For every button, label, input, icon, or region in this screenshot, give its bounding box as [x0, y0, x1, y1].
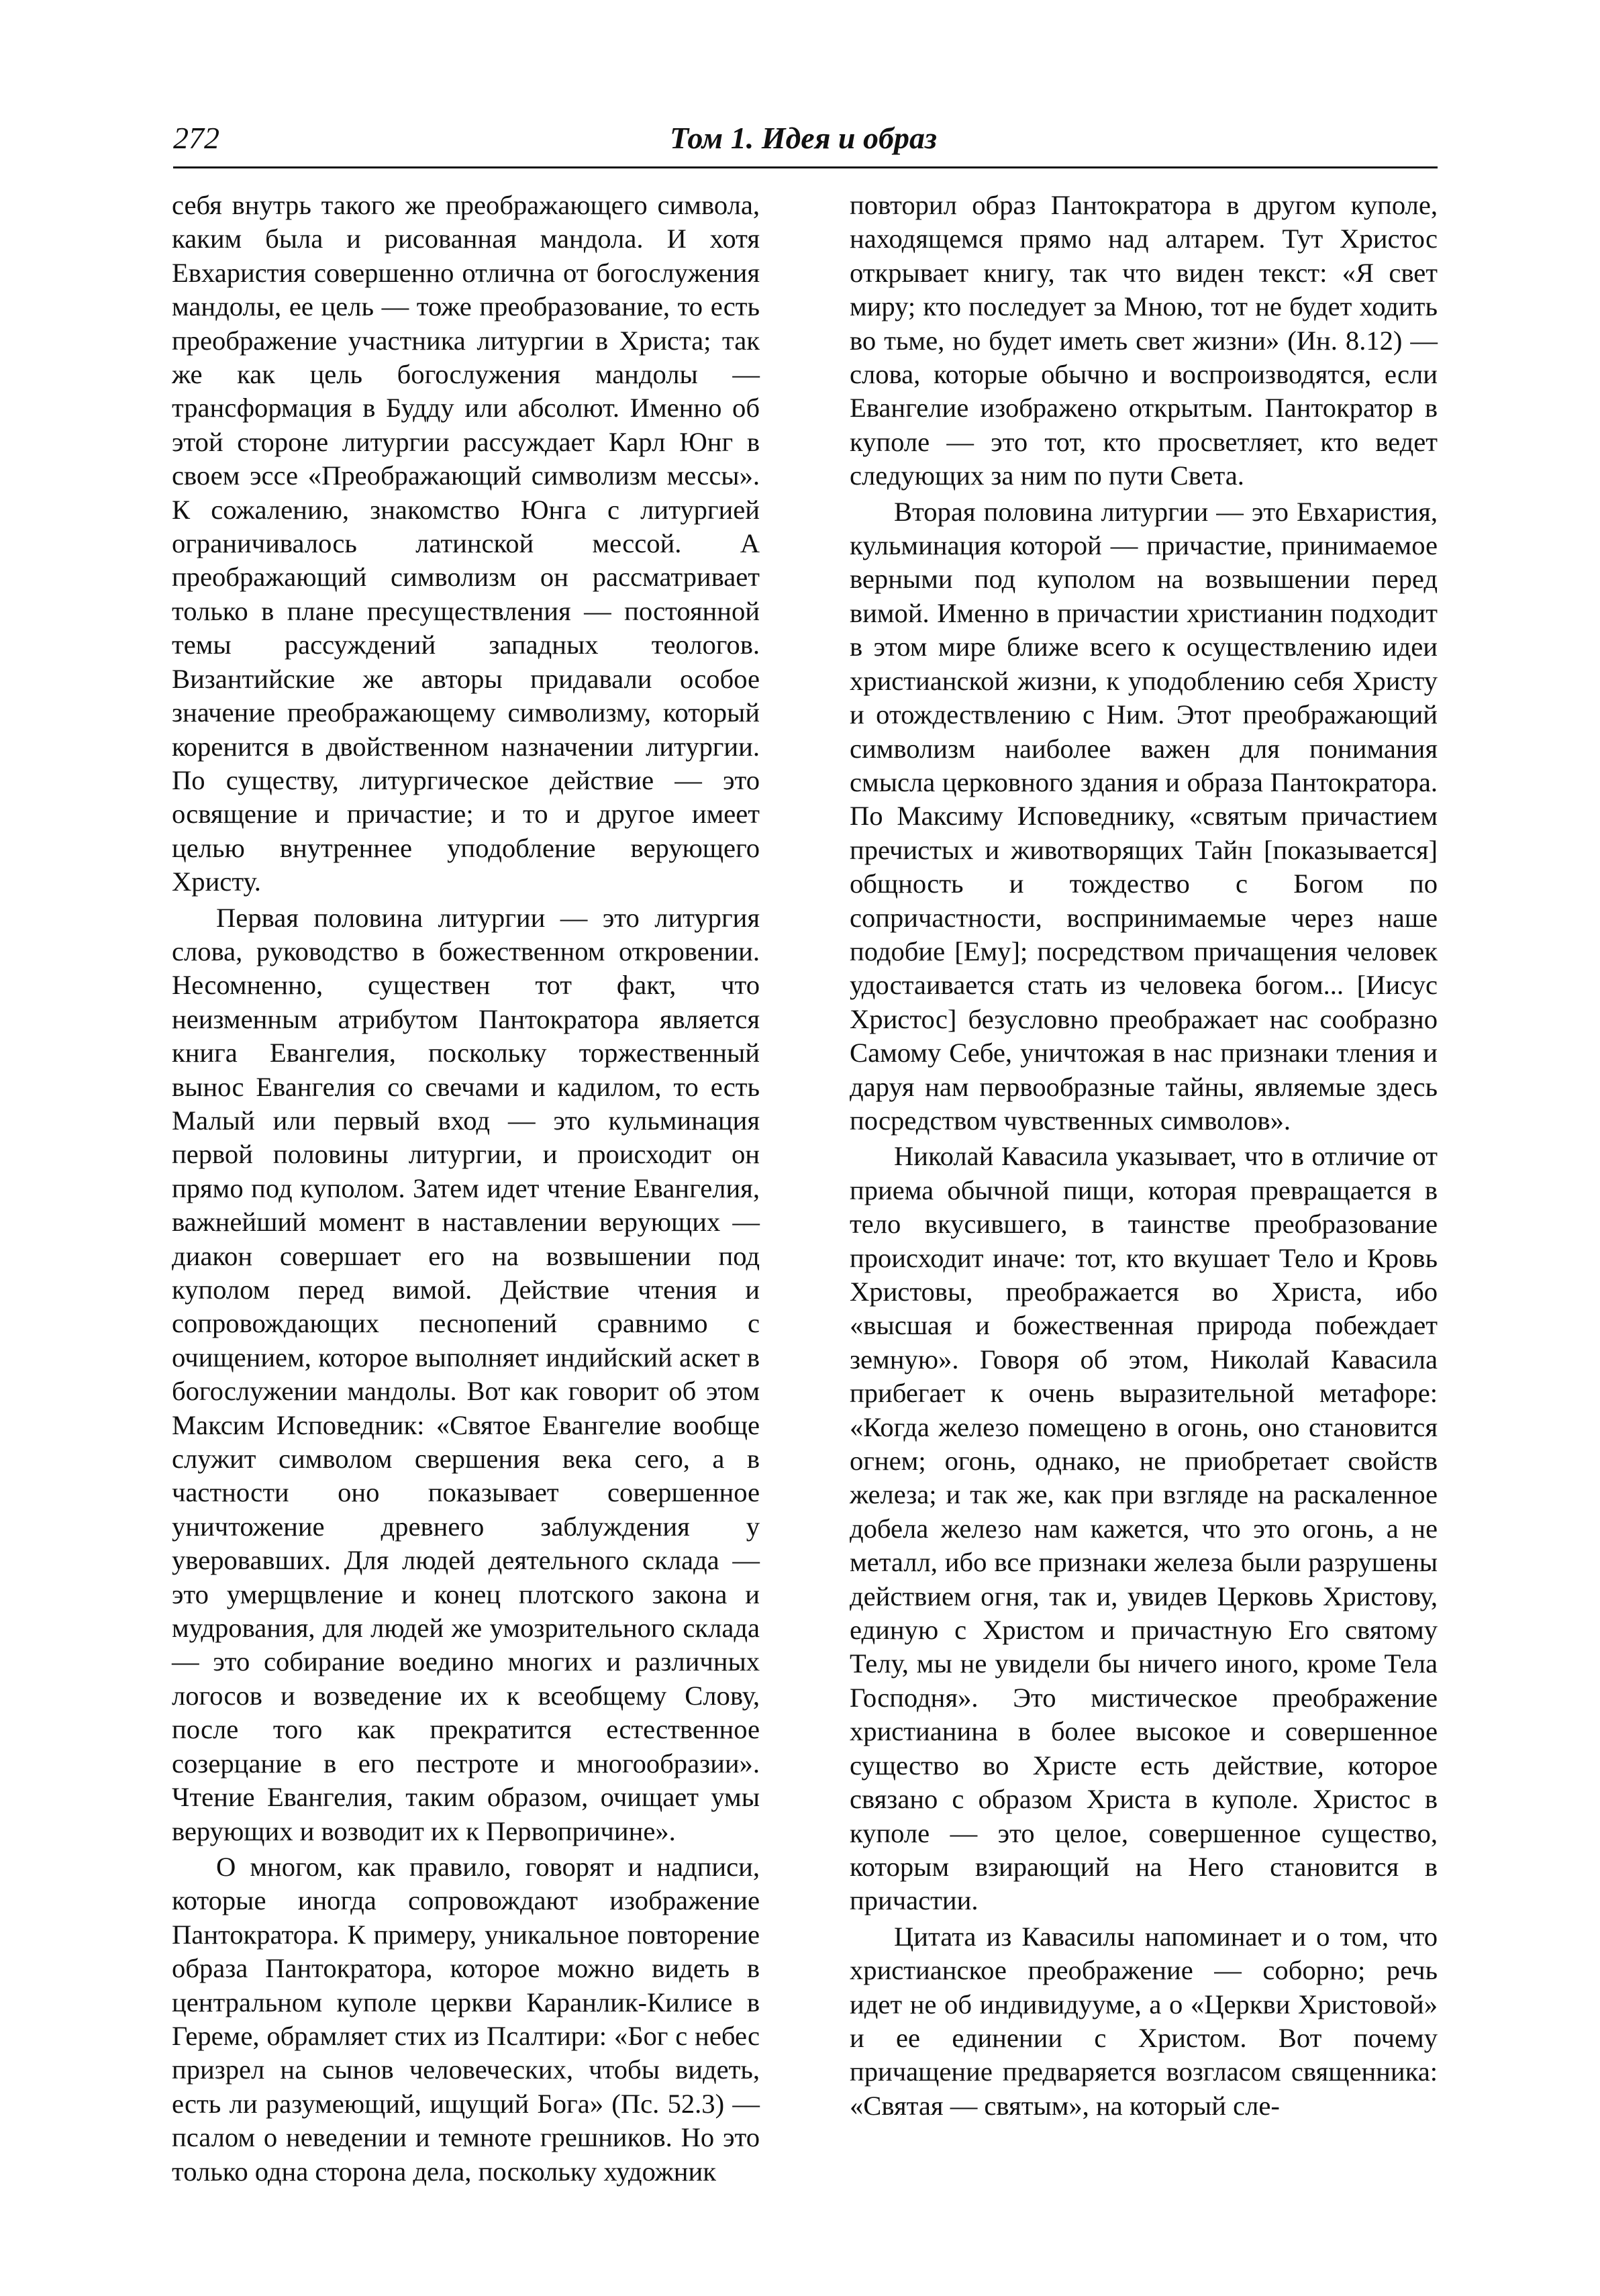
page-header — [173, 113, 1438, 168]
paragraph: О многом, как правило, говорят и надписи, которые иногда сопровождают изображение Пантократора. К примеру, уникальное повторение образа Пантократора, которое можно видеть в центральном куполе церкви Каранлик-Килисе в Гереме, обрамляет стих из Псалтири: «Бог с небес призрел на сынов человеческих, чтобы видеть, есть ли разумеющий, ищущий Бога» (Пс. 52.3) — псалом о неведении и темноте грешников. Но это только одна сторона дела, поскольку художник — [172, 1851, 760, 2187]
paragraph: повторил образ Пантократора в другом куполе, находящемся прямо над алтарем. Тут Христос открывает книгу, так что виден текст: «Я свет миру; кто последует за Мною, тот не будет ходить во тьме, но будет иметь свет жизни» (Ин. 8.12) — слова, которые обычно и воспроизводятся, если Евангелие изображено открытым. Пантократор в куполе — это тот, кто просветляет, кто ведет следующих за ним по пути Света. — [850, 190, 1438, 491]
paragraph: Цитата из Кавасилы напоминает и о том, что христианское преображение — соборно; речь идет не об индивидууме, а о «Церкви Христовой» и ее единении с Христом. Вот почему причащение предваряется возгласом священника: «Святая — святым», на который сле- — [850, 1921, 1438, 2121]
paragraph: Николай Кавасила указывает, что в отличие от приема обычной пищи, которая превращается в тело вкусившего, в таинстве преобразование происходит иначе: тот, кто вкушает Тело и Кровь Христовы, преображается во Христа, ибо «высшая и божественная природа побеждает земную». Говоря об этом, Николай Кавасила прибегает к очень выразительной метафоре: «Когда железо помещено в огонь, оно становится огнем; огонь, однако, не приобретает свойств железа; и так же, как при взгляде на раскаленное добела железо нам кажется, что это огонь, а не металл, ибо все признаки железа были разрушены действием огня, так и, увидев Церковь Христову, единую с Христом и причастную Его святому Телу, мы не увидели бы ничего иного, кроме Тела Господня». Это мистическое преображение христианина в более высокое и совершенное существо во Христе есть действие, которое связано с образом Христа в куполе. Христос в куполе — это целое, совершенное существо, которым взирающий на Него становится в причастии. — [850, 1141, 1438, 1916]
right-column — [850, 189, 1438, 2123]
paragraph: себя внутрь такого же преображающего символа, каким была и рисованная мандола. И хотя Евхаристия совершенно отлична от богослужения мандолы, ее цель — тоже преобразование, то есть преображение участника литургии в Христа; так же как цель богослужения мандолы — трансформация в Будду или абсолют. Именно об этой стороне литургии рассуждает Карл Юнг в своем эссе «Преображающий символизм мессы». К сожалению, знакомство Юнга с литургией ограничивалось латинской мессой. А преображающий символизм он рассматривает только в плане пресуществления — постоянной темы рассуждений западных теологов. Византийские же авторы придавали особое значение преображающему символизму, который коренится в двойственном назначении литургии. По существу, литургическое действие — это освящение и причастие; и то и другое имеет целью внутреннее уподобление верующего Христу. — [172, 190, 760, 897]
left-column — [172, 189, 760, 2189]
paragraph: Первая половина литургии — это литургия слова, руководство в божественном откровении. Несомненно, существен тот факт, что неизменным атрибутом Пантократора является книга Евангелия, поскольку торжественный вынос Евангелия со свечами и кадилом, то есть Малый или первый вход — это кульминация первой половины литургии, и происходит он прямо под куполом. Затем идет чтение Евангелия, важнейший момент в наставлении верующих — диакон совершает его на возвышении под куполом перед вимой. Действие чтения и сопровождающих песнопений сравнимо с очищением, которое выполняет индийский аскет в богослужении мандолы. Вот как говорит об этом Максим Исповедник: «Святое Евангелие вообще служит символом свершения века сего, а в частности оно показывает совершенное уничтожение древнего заблуждения у уверовавших. Для людей деятельного склада — это умерщвление и конец плотского закона и мудрования, для людей же умозрительного склада — это собирание воедино многих и различных логосов и возведение их к всеобщему Слову, после того как прекратится естественное созерцание в его пестроте и многообразии». Чтение Евангелия, таким образом, очищает умы верующих и возводит их к Первопричине». — [172, 902, 760, 1846]
page-number: 272 — [173, 121, 219, 155]
running-head: Том 1. Идея и образ — [670, 121, 937, 155]
paragraph: Вторая половина литургии — это Евхаристия, кульминация которой — причастие, принимаемое верными под куполом на возвышении перед вимой. Именно в причастии христианин подходит в этом мире ближе всего к осуществлению идеи христианской жизни, к уподоблению себя Христу и отождествлению с Ним. Этот преображающий символизм наиболее важен для понимания смысла церковного здания и образа Пантократора. По Максиму Исповеднику, «святым причастием пречистых и животворящих Тайн [показывается] общность и тождество с Богом по сопричастности, воспринимаемые через наше подобие [Ему]; посредством причащения человек удостаивается стать из человека богом... [Иисус Христос] безусловно преображает нас сообразно Самому Себе, уничтожая в нас признаки тления и даруя нам первообразные тайны, являемые здесь посредством чувственных символов». — [850, 496, 1438, 1136]
